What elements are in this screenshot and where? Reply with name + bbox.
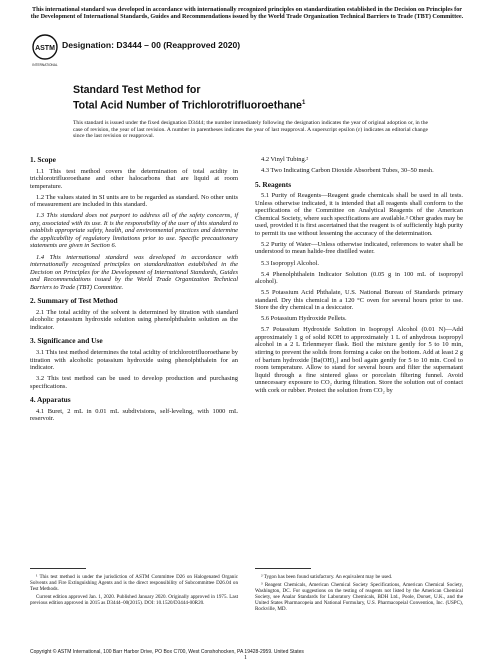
paragraph: 3.1 This test method determines the total acidity of trichlorotrifluoroethane by titration with alcoholic potassium hydroxide using phenolphthalein for an indicator. <box>30 348 238 372</box>
section-heading: 2. Summary of Test Method <box>30 296 118 306</box>
paragraph: 5.3 Isopropyl Alcohol. <box>261 259 319 267</box>
tbt-notice: This international standard was developed in accordance with internationally recognized principles on standardization established in the Decision on Principles for the Development of International Standards, Guides and Recommendations issued by the World Trade Organization Technical Barriers to Trade (TBT) Committee. <box>30 6 464 21</box>
paragraph: 4.2 Vinyl Tubing.² <box>261 156 309 163</box>
paragraph: 5.2 Purity of Water—Unless otherwise indicated, references to water shall be understood to mean halide-free distilled water. <box>255 240 463 256</box>
svg-text:INTERNATIONAL: INTERNATIONAL <box>32 63 58 67</box>
svg-text:ASTM: ASTM <box>35 45 55 52</box>
paragraph: 5.6 Potassium Hydroxide Pellets. <box>261 315 347 323</box>
paragraph: 1.2 The values stated in SI units are to be regarded as standard. No other units of measurement are included in this standard. <box>30 193 238 209</box>
paragraph: 3.2 This test method can be used to develop production and purchasing specifications. <box>30 375 238 390</box>
paragraph: 1.4 This international standard was developed in accordance with internationally recognized principles on standardization established in the Decision on Principles for the Development of International Standards, Guides and Recommendations issued by the World Trade Organization Technical Barriers to Trade (TBT) Committee. <box>30 253 238 291</box>
section-heading: 3. Significance and Use <box>30 336 103 346</box>
paragraph: 5.7 Potassium Hydroxide Solution in Isopropyl Alcohol (0.01 N)—Add approximately 1 g of solid KOH to approximately 1 L of anhydrous isopropyl alcohol in a 2 L Erlenmeyer flask. Boil the mixture gently for 5 to 10 min, stirring to prevent the solids from forming a cake on the bottom. Add at least 2 g of barium hydroxide [Ba(OH)₂] and boil again gently for 5 to 10 min. Cool to room temperature. Allow to stand for several hours and filter the supernatant liquid through a fine sintered glass or porcelain filtering funnel. Avoid unnecessary exposure to CO₂ during filtration. Store the solution out of contact with cork or rubber. Protect the solution from CO₂ by <box>255 326 463 394</box>
footnote-rule <box>255 568 311 569</box>
intro-paragraph: This standard is issued under the fixed designation D3444; the number immediately following the designation indicates the year of original adoption or, in the case of revision, the year of last revision. A number in parentheses indicates the year of last reapproval. A superscript epsilon (ε) indicates an editorial change since the last revision or reapproval. <box>73 120 428 140</box>
paragraph: 1.1 This test method covers the determination of total acidity in trichlorotrifluoroethane and other halocarbons that are liquid at room temperature. <box>30 167 238 190</box>
footnote: ² Tygon has been found satisfactory. An equivalent may be used. <box>261 574 393 580</box>
footnote-rule <box>30 568 86 569</box>
paragraph: 4.3 Two Indicating Carbon Dioxide Absorbent Tubes, 30–50 mesh. <box>261 167 434 175</box>
footnote: Current edition approved Jan. 1, 2020. Published January 2020. Originally approved in 1975. Last previous edition approved in 2015 as D3444–00(2015). DOI: 10.1520/D3444-00R20. <box>30 594 238 606</box>
designation: Designation: D3444 – 00 (Reapproved 2020) <box>62 40 241 50</box>
section-heading: 1. Scope <box>30 155 56 164</box>
title-line-2: Total Acid Number of Trichlorotrifluoroethane$^1$ <box>73 99 306 112</box>
footnote: ³ Reagent Chemicals, American Chemical Society Specifications, American Chemical Society, Washington, DC. For suggestions on the testing of reagents not listed by the American Chemical Society, see Analar Standards for Laboratory Chemicals, BDH Ltd., Poole, Dorset, U.K., and the United States Pharmacopeia and National Formulary, U.S. Pharmacopeial Convention, Inc. (USPC), Rockville, MD. <box>255 582 463 612</box>
footnotes-right <box>255 574 463 614</box>
title-line-1: Standard Test Method for <box>73 84 201 96</box>
paragraph: 5.5 Potassium Acid Phthalate, U.S. National Bureau of Standards primary standard. Dry this chemical in a 120 °C oven for several hours prior to use. Store the dry chemical in a desiccator. <box>255 289 463 312</box>
paragraph: 4.1 Buret, 2 mL in 0.01 mL subdivisions, self-leveling, with 1000 mL reservoir. <box>30 407 238 423</box>
page-number: 1 <box>244 655 247 661</box>
footnotes-left <box>30 574 238 608</box>
astm-logo <box>30 33 60 69</box>
section-heading: 5. Reagents <box>255 179 292 189</box>
left-column <box>30 156 238 426</box>
right-column <box>255 156 463 398</box>
paragraph: 1.3 This standard does not purport to address all of the safety concerns, if any, associated with its use. It is the responsibility of the user of this standard to establish appropriate safety, health, and environmental practices and determine the applicability of regulatory limitations prior to use. Specific precautionary statements are given in Section 6. <box>30 212 238 250</box>
section-heading: 4. Apparatus <box>30 395 71 405</box>
copyright-notice: Copyright © ASTM International, 100 Barr Harbor Drive, PO Box C700, West Conshohocken, PA 19428-2959. United States <box>30 649 304 655</box>
paragraph: 2.1 The total acidity of the solvent is determined by titration with standard alcoholic potassium hydroxide solution using phenolphthalein solution as the indicator. <box>30 308 238 331</box>
paragraph: 5.4 Phenolphthalein Indicator Solution (0.05 g in 100 mL of isopropyl alcohol). <box>255 270 463 286</box>
document-title <box>73 84 305 112</box>
paragraph: 5.1 Purity of Reagents—Reagent grade chemicals shall be used in all tests. Unless otherwise indicated, it is intended that all reagents shall conform to the specifications of the Committee on Analytical Reagents of the American Chemical Society, where such specifications are available.³ Other grades may be used, provided it is first ascertained that the reagent is of sufficiently high purity to permit its use without lessening the accuracy of the determination. <box>255 192 463 237</box>
footnote: ¹ This test method is under the jurisdiction of ASTM Committee D26 on Halogenated Organic Solvents and Fire Extinguishing Agents and is the direct responsibility of Subcommittee D26.04 on Test Methods. <box>30 574 238 592</box>
